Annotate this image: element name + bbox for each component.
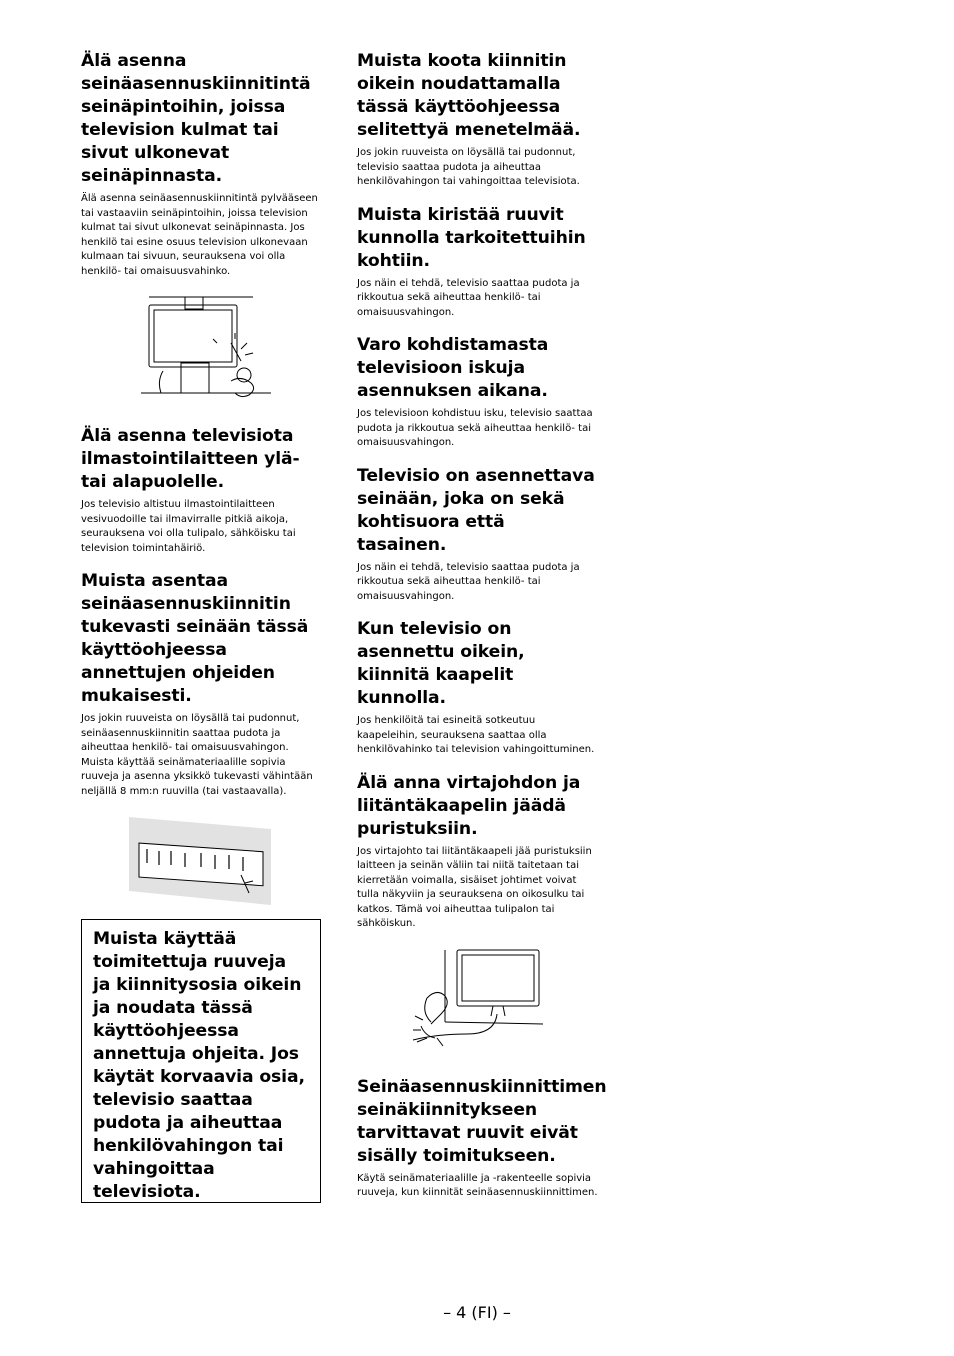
section-heading: Televisio on asennettava seinään, joka on sekä kohtisuora että tasainen.: [357, 465, 595, 555]
section-tighten-screws: [357, 204, 599, 321]
section-heading: Älä asenna seinäasennuskiinnitintä seinäpintoihin, joissa television kulmat tai sivut ulkonevat seinäpinnasta.: [81, 51, 311, 186]
section-flat-wall: [357, 465, 599, 605]
section-heading: Muista kiristää ruuvit kunnolla tarkoitettuihin kohtiin.: [357, 204, 586, 271]
section-body: Jos näin ei tehdä, televisio saattaa pudota ja rikkoutua sekä aiheuttaa henkilö- tai omaisuusvahingon.: [357, 561, 580, 602]
section-body: Jos henkilöitä tai esineitä sotkeutuu kaapeleihin, seurauksena saattaa olla henkilövahinko tai television vahingoittuminen.: [357, 715, 595, 755]
warning-text: Muista käyttää toimitettuja ruuveja ja kiinnitysosia oikein ja noudata tässä käyttöohjeessa annettuja ohjeita. Jos käytät korvaavia osia, televisio saattaa pudota ja aiheuttaa henkilövahingon tai vahingoittaa televisiota.: [93, 929, 305, 1202]
left-column: [81, 50, 321, 922]
page-number-text: – 4 (FI) –: [443, 1303, 511, 1322]
section-heading: Muista koota kiinnitin oikein noudattamalla tässä käyttöohjeessa selitettyä menetelmää.: [357, 51, 581, 140]
right-column: [357, 50, 607, 1215]
section-pillar-warning: [81, 50, 321, 279]
warning-box: [81, 919, 321, 1203]
section-body: Älä asenna seinäasennuskiinnitintä pylvääseen tai vastaaviin seinäpintoihin, joissa television kulmat tai sivut ulkonevat seinäpinnasta. Jos henkilö tai esine osuus television ulkonevaan kulmaan tai sivuun, seurauksena voi olla henkilö- tai omaisuusvahinko.: [81, 193, 318, 277]
section-heading: Älä asenna televisiota ilmastointilaitteen ylä- tai alapuolelle.: [81, 426, 300, 492]
section-body: Jos televisioon kohdistuu isku, televisio saattaa pudota ja rikkoutua sekä aiheuttaa henkilö- tai omaisuusvahingon.: [357, 408, 593, 448]
section-body: Jos virtajohto tai liitäntäkaapeli jää puristuksiin laitteen ja seinän väliin tai niitä taitetaan tai kierretään voimalla, sisäiset johtimet voivat tulla näkyviin ja seurauksena on oikosulku tai katkos. Tämä voi aiheuttaa tulipalon tai sähköiskun.: [357, 845, 592, 929]
section-screws-not-included: [357, 1076, 607, 1201]
page-number: [0, 1303, 954, 1322]
section-secure-mounting: [81, 570, 321, 799]
section-body: Käytä seinämateriaalille ja -rakenteelle sopivia ruuveja, kun kiinnität seinäasennuskiinnittimen.: [357, 1172, 598, 1198]
section-avoid-impacts: [357, 334, 599, 451]
section-cable-pinching: [357, 772, 599, 932]
section-air-conditioner: [81, 425, 321, 556]
section-heading: Älä anna virtajohdon ja liitäntäkaapelin jäädä puristuksiin.: [357, 772, 581, 839]
tv-on-pillar-illustration: [81, 293, 321, 403]
section-body: Jos näin ei tehdä, televisio saattaa pudota ja rikkoutua sekä aiheuttaa henkilö- tai omaisuusvahingon.: [357, 277, 580, 318]
section-heading: Seinäasennuskiinnittimen seinäkiinnitykseen tarvittavat ruuvit eivät sisälly toimitukseen.: [357, 1076, 607, 1166]
wall-bracket-illustration: [81, 813, 321, 908]
cable-trip-illustration: [357, 946, 599, 1056]
section-body: Jos televisio altistuu ilmastointilaitteen vesivuodoille tai ilmavirralle pitkiä aikoja, seurauksena voi olla tulipalo, sähköisku tai television toimintahäiriö.: [81, 499, 296, 554]
section-secure-cables: [357, 618, 599, 758]
section-heading: Varo kohdistamasta televisioon iskuja asennuksen aikana.: [357, 335, 549, 401]
section-heading: Muista asentaa seinäasennuskiinnitin tukevasti seinään tässä käyttöohjeessa annettujen ohjeiden mukaisesti.: [81, 571, 309, 706]
section-body: Jos jokin ruuveista on löysällä tai pudonnut, seinäasennuskiinnitin saattaa pudota ja aiheuttaa henkilö- tai omaisuusvahingon. Muista käyttää seinämateriaalille sopivia ruuveja ja asenna yksikkö tukevasti vähintään neljällä 8 mm:n ruuvilla (tai vastaavalla).: [81, 713, 313, 797]
section-heading: Kun televisio on asennettu oikein, kiinnitä kaapelit kunnolla.: [357, 619, 525, 708]
section-assemble-correctly: [357, 50, 599, 190]
section-body: Jos jokin ruuveista on löysällä tai pudonnut, televisio saattaa pudota ja aiheuttaa henkilövahingon tai vahingoittaa televisiota.: [357, 147, 580, 187]
